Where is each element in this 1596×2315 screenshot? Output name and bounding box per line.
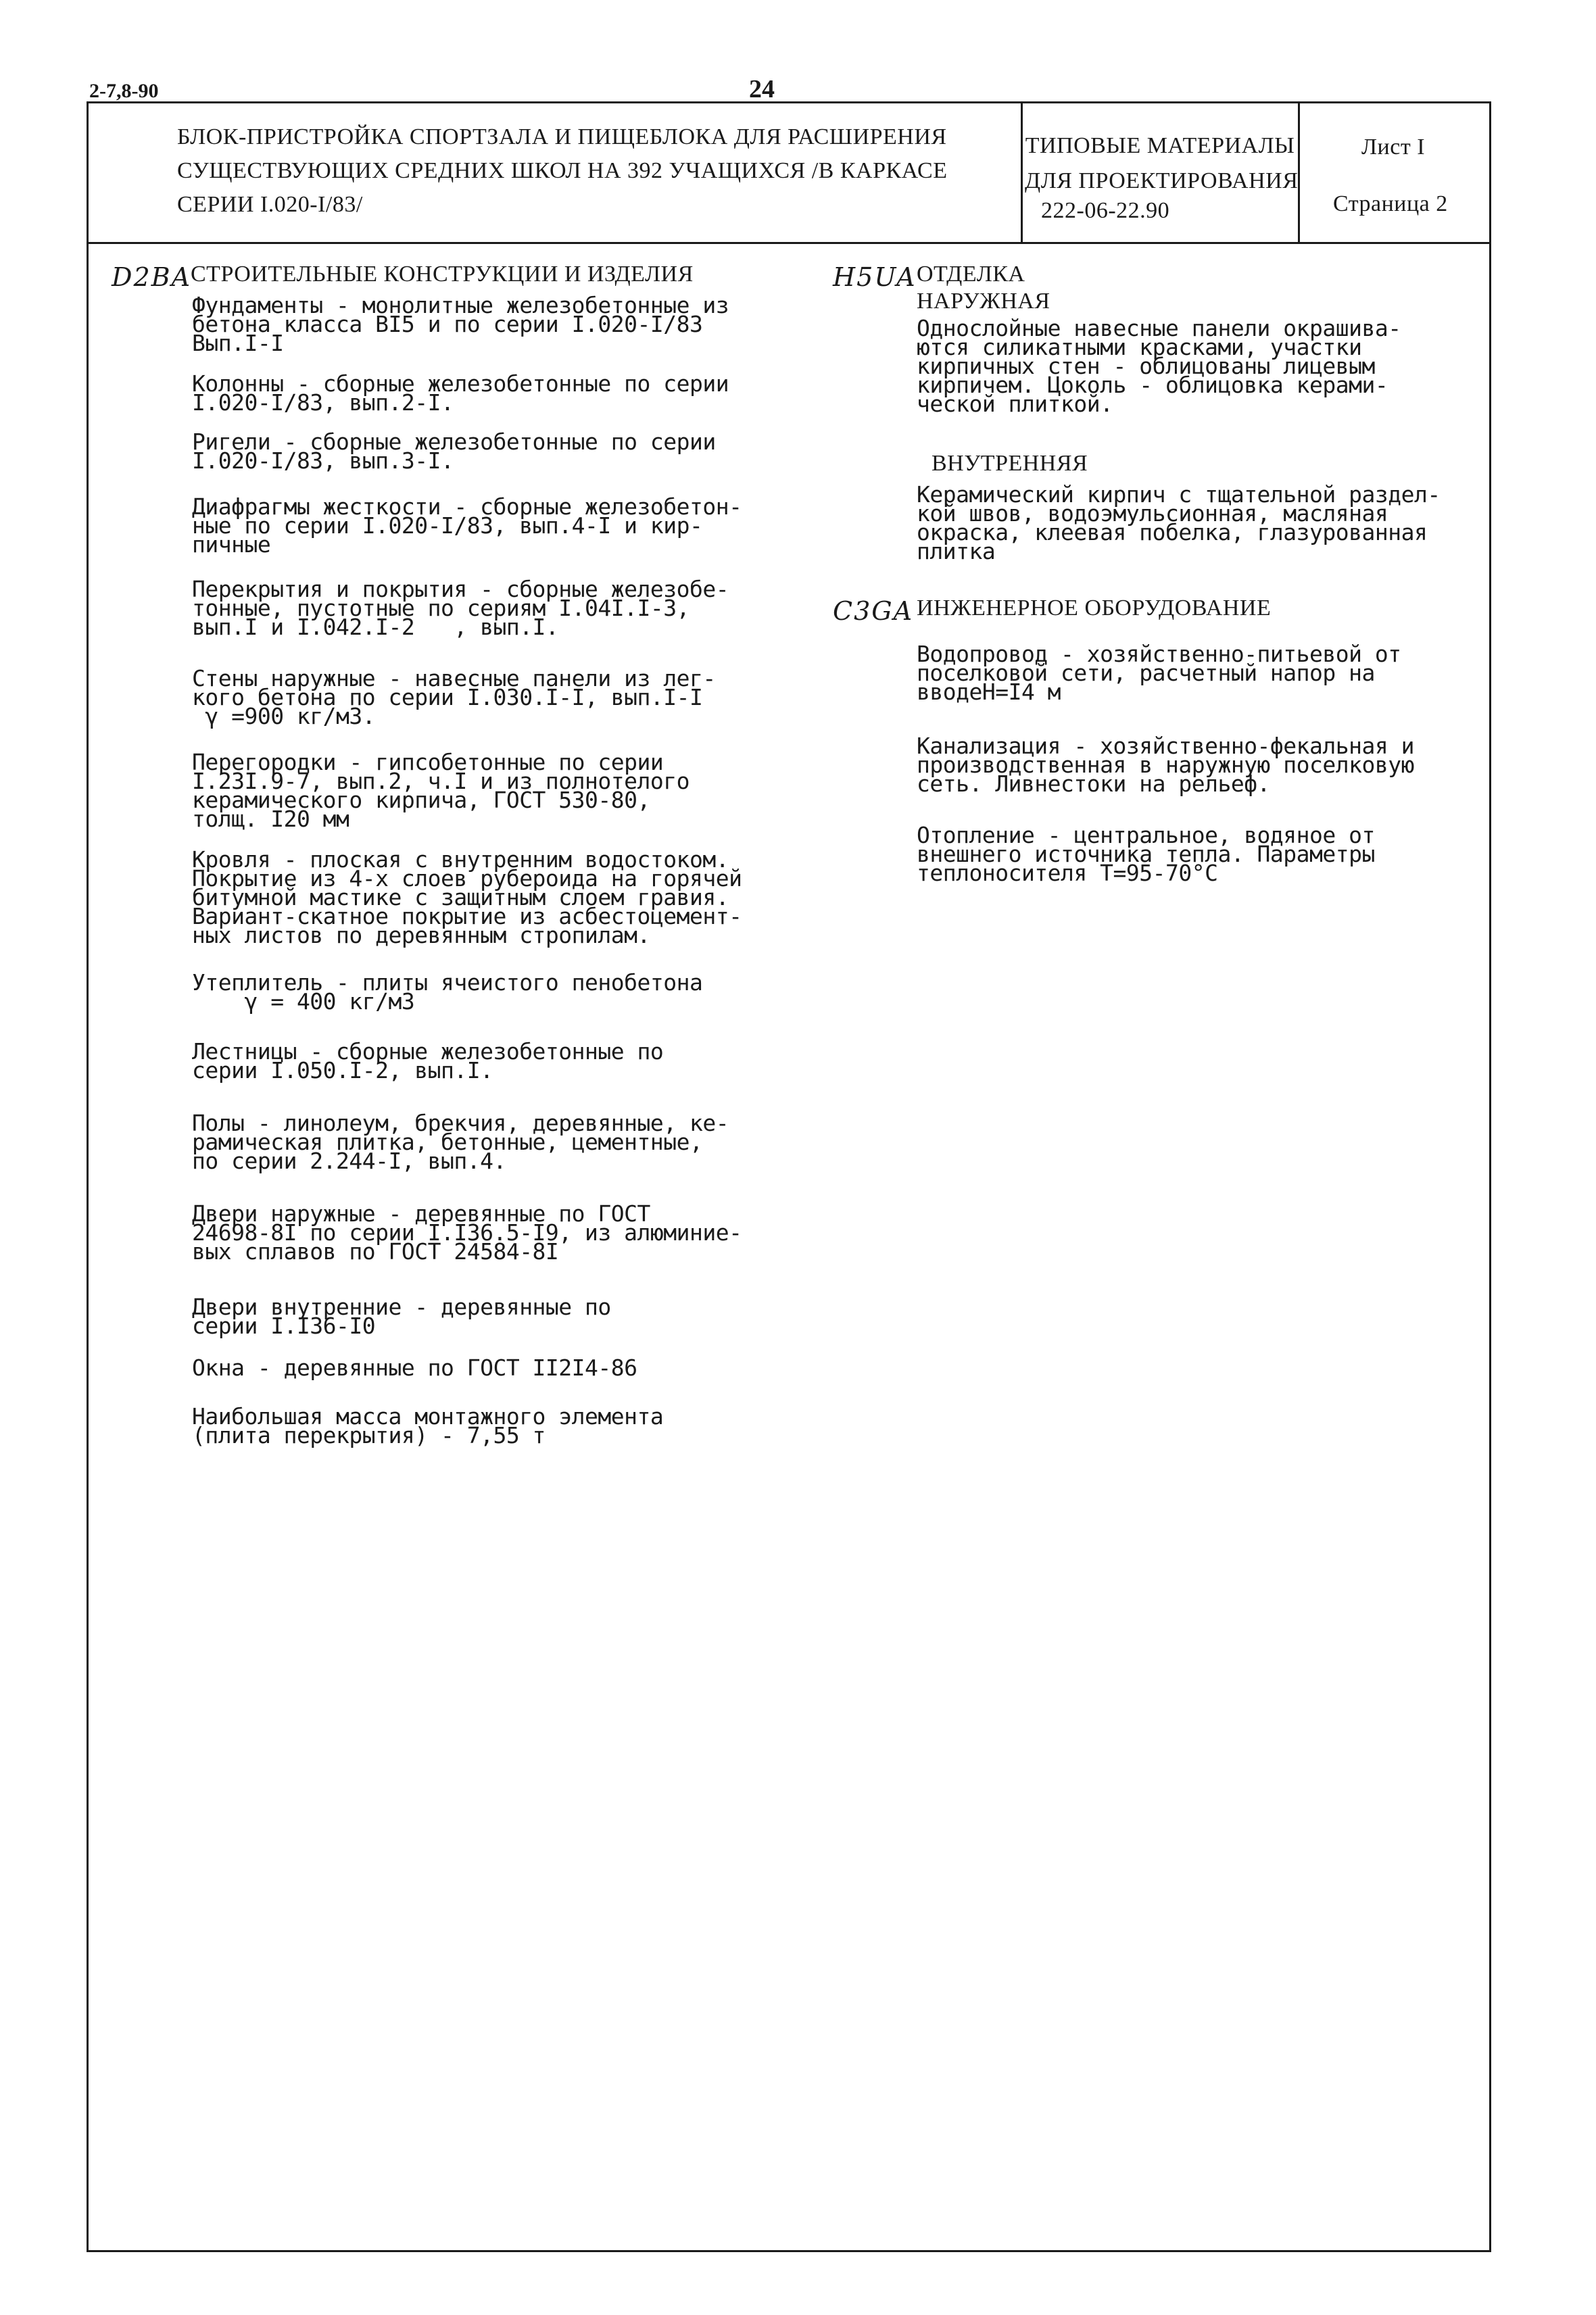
header-doc-number: 222-06-22.90: [1041, 198, 1170, 223]
heading-construction: СТРОИТЕЛЬНЫЕ КОНСТРУКЦИИ И ИЗДЕЛИЯ: [191, 262, 694, 287]
construction-item: Фундаменты - монолитные железобетонные из бетона класса BI5 и по серии I.020-I/83 Вып.I-I: [192, 292, 729, 356]
construction-item: Стены наружные - навесные панели из лег- кого бетона по серии I.030.I-I, вып.I-I γ =900 кг/м3.: [192, 665, 716, 729]
heading-finishing: ОТДЕЛКА: [917, 262, 1025, 287]
section-code-construction: D2BA: [112, 262, 192, 292]
construction-item: Кровля - плоская с внутренним водостоком. Покрытие из 4-х слоев рубероида на горячей битумной мастике с защитным слоем гравия. Вариант-скатное покрытие из асбестоцемент- ных листов по деревянным стропилам.: [192, 846, 742, 948]
inner-finishing-text: Керамический кирпич с тщательной раздел- кой швов, водоэмульсионная, масляная окраска, клеевая побелка, глазурованная плитка: [917, 481, 1441, 564]
construction-item: Двери наружные - деревянные по ГОСТ 24698-8I по серии I.I36.5-I9, из алюминие- вых сплавов по ГОСТ 24584-8I: [192, 1200, 742, 1265]
construction-item: Утеплитель - плиты ячеистого пенобетона γ = 400 кг/м3: [192, 969, 703, 1015]
page-frame: [87, 101, 1491, 2252]
header-title: БЛОК-ПРИСТРОЙКА СПОРТЗАЛА И ПИЩЕБЛОКА ДЛЯ РАСШИРЕНИЯ СУЩЕСТВУЮЩИХ СРЕДНИХ ШКОЛ НА 392 УЧАЩИХСЯ /В КАРКАСЕ СЕРИИ I.020-I/83/: [177, 124, 948, 217]
construction-item: Полы - линолеум, брекчия, деревянные, ке- рамическая плитка, бетонные, цементные, по серии 2.244-I, вып.4.: [192, 1110, 729, 1174]
section-code-finishing: H5UA: [833, 262, 917, 292]
header-sheet: Лист I: [1361, 135, 1426, 160]
construction-item: Двери внутренние - деревянные по серии I.I36-I0: [192, 1294, 611, 1339]
construction-item: Диафрагмы жесткости - сборные железобетон- ные по серии I.020-I/83, вып.4-I и кир- пичные: [192, 493, 742, 558]
construction-item: Перегородки - гипсобетонные по серии I.23I.9-7, вып.2, ч.I и из полнотелого керамического кирпича, ГОСТ 530-80, толщ. I20 мм: [192, 749, 690, 832]
document-code: 2-7,8-90: [89, 80, 159, 102]
heading-engineering: ИНЖЕНЕРНОЕ ОБОРУДОВАНИЕ: [917, 595, 1272, 620]
subheading-inner: ВНУТРЕННЯЯ: [932, 451, 1088, 476]
construction-item: Колонны - сборные железобетонные по серии I.020-I/83, вып.2-I.: [192, 370, 729, 416]
engineering-item: Канализация - хозяйственно-фекальная и производственная в наружную поселковую сеть. Ливнестоки на рельеф.: [917, 733, 1414, 797]
header-col-divider-1: [1021, 101, 1023, 243]
engineering-item: Отопление - центральное, водяное от внешнего источника тепла. Параметры теплоносителя Т=95-70°С: [917, 822, 1375, 886]
construction-item: Наибольшая масса монтажного элемента (плита перекрытия) - 7,55 т: [192, 1403, 664, 1448]
header-page: Страница 2: [1333, 191, 1448, 216]
construction-item: Ригели - сборные железобетонные по серии I.020-I/83, вып.3-I.: [192, 429, 716, 474]
outer-finishing-text: Однослойные навесные панели окрашива- ются силикатными красками, участки кирпичных стен - облицованы лицевым кирпичем. Цоколь - облицовка керами- ческой плиткой.: [917, 315, 1401, 417]
construction-item: Окна - деревянные по ГОСТ II2I4-86: [192, 1355, 637, 1381]
header-materials: ТИПОВЫЕ МАТЕРИАЛЫ ДЛЯ ПРОЕКТИРОВАНИЯ: [1025, 133, 1299, 193]
page-number: 24: [749, 75, 775, 103]
engineering-item: Водопровод - хозяйственно-питьевой от поселковой сети, расчетный напор на вводеН=I4 м: [917, 641, 1401, 705]
subheading-outer: НАРУЖНАЯ: [917, 289, 1050, 314]
construction-item: Перекрытия и покрытия - сборные железобе- тонные, пустотные по сериям I.04I.I-3, вып.I и I.042.I-2 , вып.I.: [192, 576, 729, 640]
header-col-divider-2: [1298, 101, 1300, 243]
construction-item: Лестницы - сборные железобетонные по серии I.050.I-2, вып.I.: [192, 1038, 664, 1083]
section-code-engineering: C3GA: [833, 596, 914, 626]
header-divider: [87, 242, 1491, 244]
